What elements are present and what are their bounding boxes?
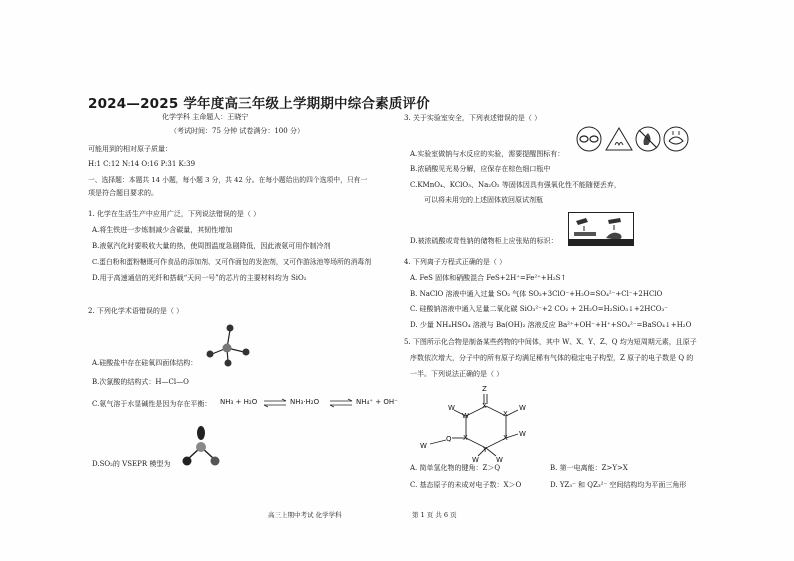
- q5-option-c: C. 基态原子的未成对电子数：X＞O: [410, 481, 522, 489]
- hot-surface-icon: [606, 128, 632, 150]
- atom-label-x: X: [503, 410, 508, 418]
- q5-stem-3: 一半。下列说法正确的是（ ）: [410, 370, 504, 378]
- q5-stem-1: 5. 下图所示化合物是制备某些药物的中间体，其中 W、X、Y、Z、Q 均为短周期元素，且原子: [404, 338, 697, 346]
- atomic-mass-label: 可能用到的相对原子质量：: [88, 145, 172, 153]
- q3-option-c-2: 可以将未用完的上述固体放回原试剂瓶: [424, 196, 543, 204]
- q1-option-d: D.用于高速通信的光纤和搭载“天问一号”的芯片的主要材料均为 SiO₂: [92, 274, 307, 282]
- q2-option-d: D.SO₂的 VSEPR 模型为: [92, 460, 171, 468]
- atom-label-y: Y: [483, 446, 488, 454]
- section1-intro-1: 一、选择题：本题共 14 小题，每小题 3 分，共 42 分。在每小题给出的四个选项中，只有一: [88, 176, 368, 184]
- q2-c-eq-left: NH₃ + H₂O: [220, 398, 258, 406]
- atom-label-q: Q: [446, 435, 452, 443]
- q1-stem: 1. 化学在生活生产中应用广泛，下列说法错误的是（ ）: [88, 210, 261, 218]
- equilibrium-arrow-icon: [330, 399, 354, 407]
- q4-option-c: C. 硅酸钠溶液中通入足量二氧化碳 SiO₃²⁻+2 CO₂ + 2H₂O=H₂SiO₃↓+2HCO₃⁻: [410, 305, 668, 313]
- atom-label-w: W: [420, 442, 427, 450]
- section1-intro-2: 项是符合题目要求的。: [88, 189, 158, 197]
- silicate-tetrahedron-figure: [200, 322, 250, 367]
- q3-stem: 3. 关于实验室安全，下列表述错误的是（ ）: [404, 114, 542, 122]
- atom-label-x: X: [503, 434, 508, 442]
- atomic-masses: H:1 C:12 N:14 O:16 P:31 K:39: [88, 160, 196, 168]
- footer-page-number: 第 1 页 共 6 页: [412, 511, 457, 519]
- q2-option-c: C.氨气溶于水显碱性是因为存在平衡：: [92, 400, 212, 408]
- so2-vsepr-figure: [182, 425, 222, 470]
- q2-c-eq-middle: NH₃·H₂O: [290, 398, 320, 406]
- q3-option-a: A.实验室做钠与水反应的实验，需要提醒图标有：: [410, 150, 565, 158]
- q2-option-a: A.硅酸盐中存在硅氧四面体结构：: [92, 359, 198, 367]
- exam-info: （考试时间：75 分钟 试卷满分：100 分）: [170, 127, 304, 135]
- corrosive-sign-icon: [568, 212, 634, 246]
- atom-label-x: X: [463, 434, 468, 442]
- q3-option-b: B.浓硝酸见光易分解，应保存在棕色细口瓶中: [410, 165, 551, 173]
- equilibrium-arrow-icon: [264, 399, 288, 407]
- goggles-icon: [577, 127, 601, 151]
- q5-molecule-structure: [418, 382, 558, 462]
- atom-label-w: W: [462, 412, 469, 420]
- q5-option-d: D. YZ₃⁻ 和 QZ₃²⁻ 空间结构均为平面三角形: [550, 481, 687, 489]
- atom-label-z: Z: [482, 385, 487, 393]
- q5-option-b: B. 第一电离能：Z>Y>X: [550, 464, 628, 472]
- atom-label-w: W: [519, 404, 526, 412]
- subject-line: 化学学科 主命题人：王晓宁: [162, 113, 249, 121]
- hand-wash-icon: [664, 127, 688, 151]
- q5-stem-2: 序数依次增大，分子中的所有原子均满足稀有气体的稳定电子构型，Z 原子的电子数是 Q 的: [410, 354, 694, 362]
- atom-label-w: W: [496, 456, 503, 464]
- q4-option-a: A. FeS 固体和硝酸混合 FeS+2H⁺=Fe²⁺+H₂S↑: [410, 274, 567, 282]
- footer-left: 高三上期中考试 化学学科: [268, 511, 342, 519]
- q5-option-a: A. 简单氢化物的键角：Z＞Q: [410, 464, 501, 472]
- q1-option-a: A.将生铁进一步炼制减少含碳量，其韧性增加: [92, 226, 233, 234]
- atom-label-x: X: [482, 402, 487, 410]
- atom-label-w: W: [448, 404, 455, 412]
- q1-option-c: C.蛋白粉和蛋粉糖既可作食品的添加剂、又可作面包的发泡剂，又可作游泳池等场所的消毒剂: [92, 258, 371, 266]
- q4-option-b: B. NaClO 溶液中通入过量 SO₂ 气体 SO₂+3ClO⁻+H₂O=SO₄²⁻+Cl⁻+2HClO: [410, 290, 663, 298]
- q2-c-eq-right: NH₄⁺ + OH⁻: [356, 398, 398, 406]
- no-fire-icon: [636, 127, 660, 151]
- atom-label-w: W: [519, 430, 526, 438]
- q3-option-c-1: C.KMnO₄、KClO₃、Na₂O₂ 等固体因具有强氧化性不能随便丢弃，: [410, 181, 621, 189]
- q3-option-d: D.被浓硫酸或苛性钠的储物柜上应张贴的标识：: [410, 237, 558, 245]
- q4-stem: 4. 下列离子方程式正确的是（ ）: [404, 258, 507, 266]
- atom-label-w: W: [472, 456, 479, 464]
- q4-option-d: D. 少量 NH₄HSO₄ 溶液与 Ba(OH)₂ 溶液反应 Ba²⁺+OH⁻+H⁺+SO₄²⁻=BaSO₄↓+H₂O: [410, 321, 692, 329]
- exam-title: 2024—2025 学年度高三年级上学期期中综合素质评价: [88, 96, 430, 112]
- q2-option-b: B.次氯酸的结构式：H—Cl—O: [92, 378, 189, 386]
- q1-option-b: B.液氨汽化时要吸收大量的热，使周围温度急剧降低，因此液氨可用作制冷剂: [92, 242, 331, 250]
- safety-pictograms: [575, 125, 695, 155]
- q2-stem: 2. 下列化学术语错误的是（ ）: [88, 307, 184, 315]
